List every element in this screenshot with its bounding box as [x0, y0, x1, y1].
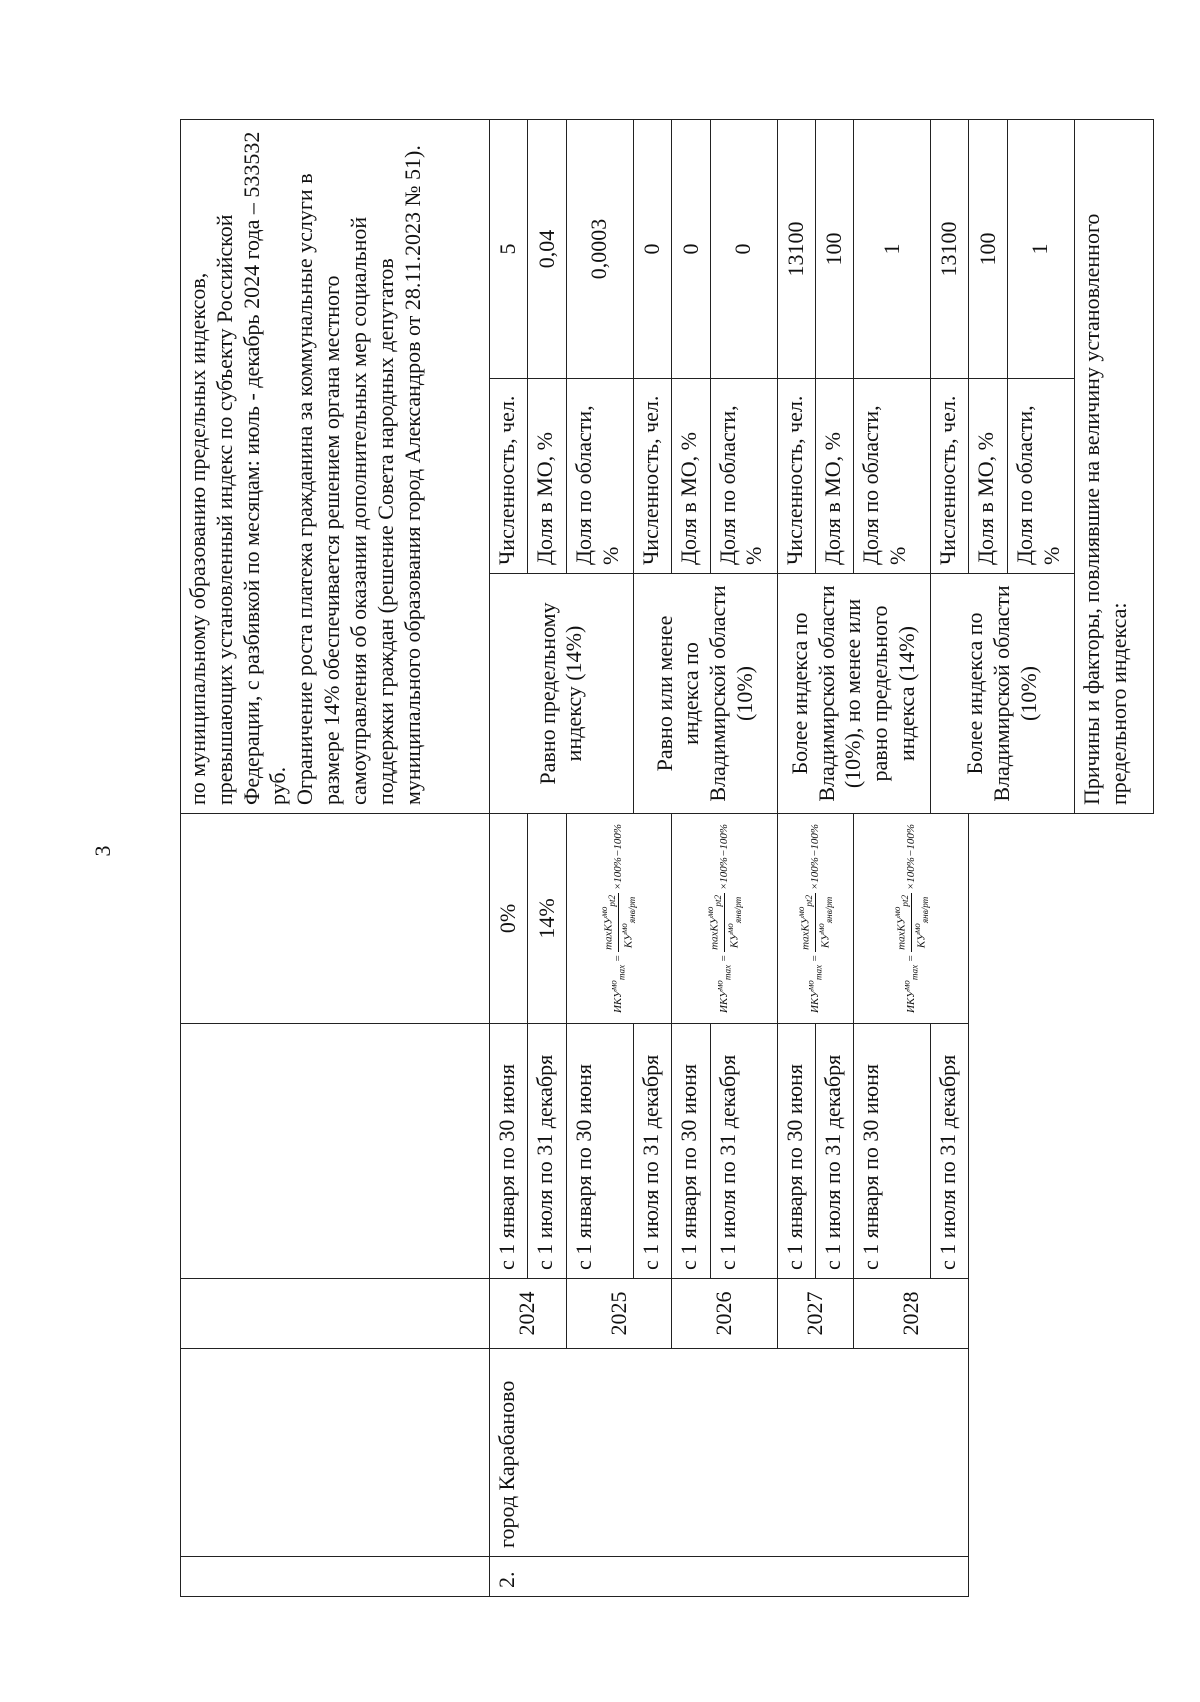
- tariff-index-table: [180, 119, 1154, 1597]
- metric-value: 13100: [931, 119, 969, 378]
- rotated-table-frame: [180, 120, 1154, 1597]
- metric-value: 5: [490, 119, 528, 378]
- table-row: [490, 119, 528, 1596]
- index-value: 0%: [490, 814, 528, 1024]
- metric-label: Доля по области, %: [854, 379, 931, 574]
- page-number: 3: [90, 845, 115, 857]
- metric-value: 0: [710, 119, 777, 378]
- metric-label: Доля в МО, %: [816, 379, 854, 574]
- period-cell: с 1 января по 30 июня: [854, 1024, 931, 1279]
- metric-value: 0,0003: [566, 119, 633, 378]
- group-label: Более индекса по Владимирской области (10%): [931, 574, 1075, 814]
- intro-row: [181, 119, 490, 1596]
- period-cell: с 1 июля по 31 декабря: [528, 1024, 566, 1279]
- causes-row: [1075, 119, 1154, 1596]
- group-label: Более индекса по Владимирской области (10%), но менее или равно предельного индекса (14%): [777, 574, 930, 814]
- metric-label: Доля по области, %: [710, 379, 777, 574]
- causes-text: Причины и факторы, повлиявшие на величину установленного предельного индекса:: [1075, 119, 1154, 813]
- municipality-name: город Карабаново: [490, 1349, 969, 1557]
- metric-value: 13100: [777, 119, 815, 378]
- metric-value: 1: [854, 119, 931, 378]
- year-cell: 2026: [672, 1279, 777, 1349]
- year-cell: 2028: [854, 1279, 969, 1349]
- metric-value: 0,04: [528, 119, 566, 378]
- table-row: [969, 119, 1007, 1596]
- metric-label: Численность, чел.: [633, 379, 671, 574]
- index-value: 14%: [528, 814, 566, 1024]
- year-cell: 2025: [566, 1279, 671, 1349]
- row-number: 2.: [490, 1557, 969, 1597]
- year-cell: 2024: [490, 1279, 567, 1349]
- index-formula: $ИКУ^{мо}_{max}$ = maxКУ$^{мо}_{pt2}$ $КУ^{мо}_{янв/рт}$ ×100%−100%: [777, 814, 854, 1024]
- period-cell: с 1 июля по 31 декабря: [816, 1024, 854, 1279]
- metric-value: 0: [633, 119, 671, 378]
- intro-text: по муниципальному образованию предельных индексов, превышающих установленный индекс по субъекту Российской Федерации, с разбивкой по месяцам: июль - декабрь 2024 года – 533532 руб. Ограничение роста платежа гражданина за коммунальные услуги в размере 14% обеспечивается решением органа местного самоуправления об оказании дополнительных мер социальной поддержки граждан (решение Совета народных депутатов муниципального образования город Александров от 28.11.2023 № 51).: [181, 119, 490, 813]
- metric-label: Доля в МО, %: [672, 379, 710, 574]
- index-formula: $ИКУ^{мо}_{max}$ = maxКУ$^{мо}_{pt2}$ $КУ^{мо}_{янв/рт}$ ×100%−100%: [672, 814, 777, 1024]
- period-cell: с 1 января по 30 июня: [672, 1024, 710, 1279]
- period-cell: с 1 января по 30 июня: [777, 1024, 815, 1279]
- index-formula: $ИКУ^{мо}_{max}$ = maxКУ$^{мо}_{pt2}$ $КУ^{мо}_{янв/рт}$ ×100%−100%: [854, 814, 969, 1024]
- metric-label: Численность, чел.: [777, 379, 815, 574]
- metric-value: 100: [816, 119, 854, 378]
- year-cell: 2027: [777, 1279, 854, 1349]
- metric-label: Доля по области, %: [1007, 379, 1074, 574]
- metric-value: 0: [672, 119, 710, 378]
- group-label: Равно или менее индекса по Владимирской области (10%): [633, 574, 777, 814]
- group-label: Равно предельному индексу (14%): [490, 574, 634, 814]
- metric-label: Численность, чел.: [931, 379, 969, 574]
- metric-value: 100: [969, 119, 1007, 378]
- period-cell: с 1 января по 30 июня: [490, 1024, 528, 1279]
- metric-label: Численность, чел.: [490, 379, 528, 574]
- period-cell: с 1 июля по 31 декабря: [633, 1024, 671, 1279]
- period-cell: с 1 июля по 31 декабря: [931, 1024, 969, 1279]
- metric-label: Доля в МО, %: [528, 379, 566, 574]
- index-formula: $ИКУ^{мо}_{max}$ = maxКУ$^{мо}_{pt2}$ $КУ^{мо}_{янв/рт}$ ×100%−100%: [566, 814, 671, 1024]
- metric-value: 1: [1007, 119, 1074, 378]
- table-row: [1007, 119, 1074, 1596]
- metric-label: Доля по области, %: [566, 379, 633, 574]
- period-cell: с 1 июля по 31 декабря: [710, 1024, 777, 1279]
- metric-label: Доля в МО, %: [969, 379, 1007, 574]
- period-cell: с 1 января по 30 июня: [566, 1024, 633, 1279]
